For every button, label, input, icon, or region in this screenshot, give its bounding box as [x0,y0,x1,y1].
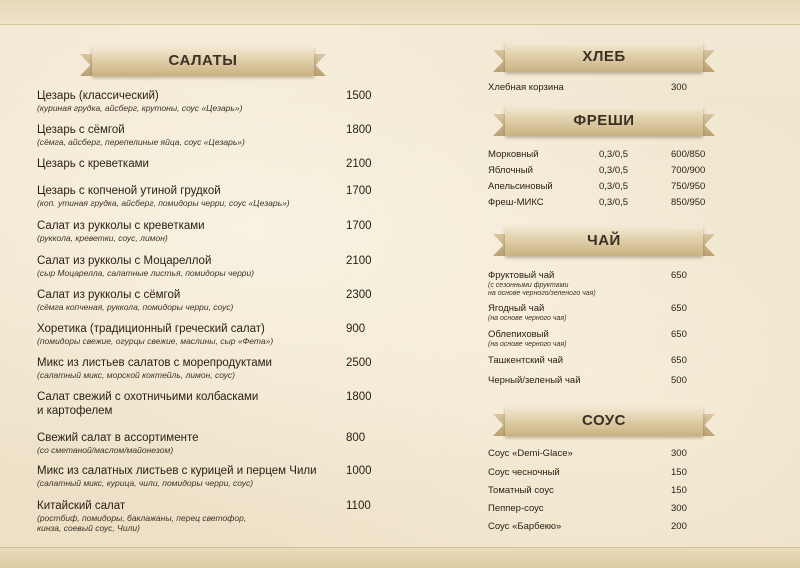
salad-item [37,157,149,171]
salad-name: Микс из листьев салатов с морепродуктами [37,357,272,369]
sauce-title: СОУС [582,412,626,429]
tea-name: Ягодный чай [488,303,545,314]
salad-desc: (руккола, креветки, соус, лимон) [37,233,168,243]
fresh-name: Фреш-МИКС [488,197,544,208]
tea-price: 650 [671,355,687,366]
salad-name: Свежий салат в ассортименте [37,432,199,444]
salad-item [37,464,317,488]
sauce-name: Соус «Demi-Glace» [488,448,573,459]
tea-item [488,329,566,349]
fresh-volume: 0,3/0,5 [599,197,629,208]
salad-name: Цезарь (классический) [37,90,159,102]
salad-name: Салат из рукколы с Моцареллой [37,255,212,267]
salad-price: 1800 [346,391,372,403]
sauce-price: 150 [671,485,687,496]
bread-title: ХЛЕБ [582,48,626,65]
salad-name: Цезарь с копченой утиной грудкой [37,185,221,197]
bread-ribbon [493,42,715,72]
tea-price: 500 [671,375,687,386]
sauce-name: Соус «Барбекю» [488,521,562,532]
salad-price: 2500 [346,357,372,369]
salad-name: Микс из салатных листьев с курицей и перцем Чили [37,465,317,477]
salad-name-line2: и картофелем [37,405,113,417]
fresh-price: 600/850 [671,149,706,160]
salad-name: Салат свежий с охотничьими колбасками [37,391,259,403]
salad-name: Китайский салат [37,500,126,512]
tea-name: Черный/зеленый чай [488,375,581,386]
bottom-band [0,548,800,568]
tea-name: Фруктовый чай [488,270,555,281]
salad-desc: (салатный микс, морской коктейль, лимон, соус) [37,370,236,380]
salad-price: 800 [346,432,366,444]
salad-price: 2300 [346,289,372,301]
salad-item [37,288,233,312]
salad-name: Цезарь с сёмгой [37,124,125,136]
sauce-ribbon [493,406,715,436]
salad-desc: (помидоры свежие, огурцы свежие, маслины, сыр «Фета») [37,336,274,346]
salad-desc: (куриная грудка, айсберг, крутоны, соус «Цезарь») [37,103,243,113]
salad-desc: (сёмга, айсберг, перепелиные яйца, соус «Цезарь») [37,137,245,147]
salad-price: 1700 [346,220,372,232]
sauce-price: 200 [671,521,687,532]
salad-desc: (со сметаной/маслом/майонезом) [37,445,174,455]
bread-price: 300 [671,82,687,93]
salad-name: Цезарь с креветками [37,158,149,170]
fresh-name: Яблочный [488,165,533,176]
top-divider [0,24,800,25]
salad-desc: (сыр Моцарелла, салатные листья, помидоры черри) [37,268,255,278]
tea-desc: (на основе черного чая) [488,315,567,322]
fresh-volume: 0,3/0,5 [599,181,629,192]
fresh-title: ФРЕШИ [573,112,635,129]
tea-item [488,270,596,298]
salad-item [37,184,290,208]
salad-desc: (салатный микс, курица, чили, помидоры черри, соус) [37,478,254,488]
sauce-price: 150 [671,467,687,478]
salad-name: Хоретика (традиционный греческий салат) [37,323,265,335]
tea-name: Ташкентский чай [488,355,564,366]
salad-price: 1500 [346,90,372,102]
bottom-divider [0,547,800,548]
salad-price: 2100 [346,255,372,267]
salad-desc: (коп. утиная грудка, айсберг, помидоры черри, соус «Цезарь») [37,198,290,208]
salads-title: САЛАТЫ [168,52,238,69]
tea-item [488,303,566,323]
salad-item [37,254,254,278]
fresh-price: 700/900 [671,165,706,176]
salad-price: 1800 [346,124,372,136]
tea-price: 650 [671,270,687,281]
fresh-ribbon [493,106,715,136]
salad-item [37,431,199,455]
salad-item [37,322,273,346]
sauce-name: Соус чесночный [488,467,560,478]
fresh-price: 850/950 [671,197,706,208]
tea-price: 650 [671,303,687,314]
tea-desc: (на основе черного чая) [488,341,567,348]
tea-price: 650 [671,329,687,340]
salad-price: 1000 [346,465,372,477]
sauce-price: 300 [671,503,687,514]
salad-name: Салат из рукколы с сёмгой [37,289,181,301]
fresh-name: Морковный [488,149,539,160]
sauce-name: Томатный соус [488,485,554,496]
salad-item [37,89,242,113]
fresh-volume: 0,3/0,5 [599,165,629,176]
salad-item [37,123,245,147]
salad-item [37,390,258,418]
tea-title: ЧАЙ [587,232,621,249]
top-band [0,0,800,24]
fresh-price: 750/950 [671,181,706,192]
salad-desc-line2: кинза, соевый соус, Чили) [37,523,140,533]
bread-name: Хлебная корзина [488,82,564,93]
tea-name: Облепиховый [488,329,549,340]
salad-desc: (ростбиф, помидоры, баклажаны, перец светофор, [37,513,247,523]
tea-desc: (с сезонными фруктами [488,282,569,289]
tea-desc-line2: на основе черного/зеленого чая) [488,290,596,297]
salad-price: 900 [346,323,366,335]
salad-desc: (сёмга копченая, руккола, помидоры черри, соус) [37,302,234,312]
salad-item [37,499,246,533]
sauce-name: Пеппер-соус [488,503,544,514]
fresh-name: Апельсиновый [488,181,553,192]
sauce-price: 300 [671,448,687,459]
salad-price: 2100 [346,158,372,170]
tea-ribbon [493,226,715,256]
salads-ribbon [80,46,326,76]
salad-price: 1700 [346,185,372,197]
salad-item [37,219,205,243]
salad-name: Салат из рукколы с креветками [37,220,205,232]
salad-price: 1100 [346,500,371,512]
fresh-volume: 0,3/0,5 [599,149,629,160]
salad-item [37,356,272,380]
